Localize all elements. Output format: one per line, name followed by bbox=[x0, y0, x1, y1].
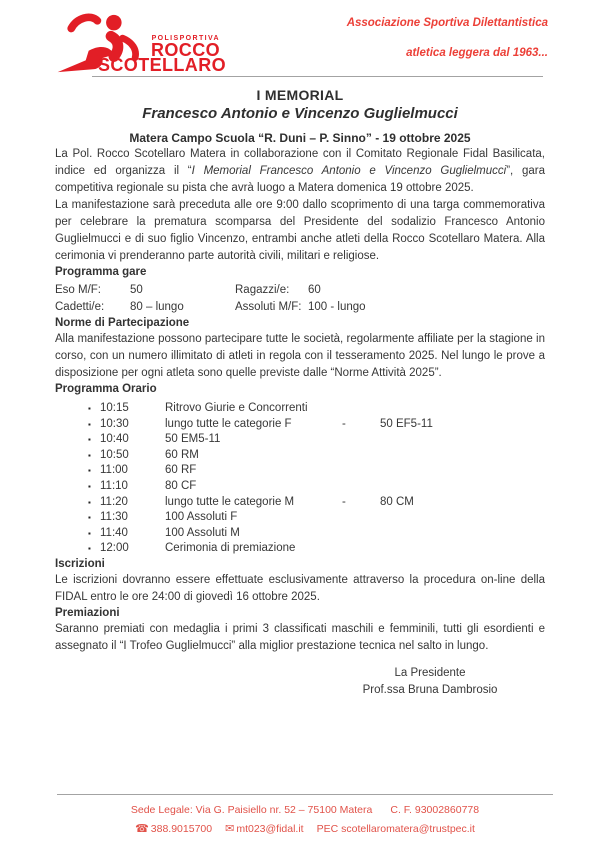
schedule-separator: - bbox=[342, 417, 346, 430]
header bbox=[0, 0, 600, 86]
schedule-list bbox=[55, 401, 545, 557]
legal-address: Sede Legale: Via G. Paisiello nr. 52 – 75100 Matera bbox=[130, 804, 373, 816]
schedule-time: 11:40 bbox=[100, 526, 128, 539]
intro-paragraph-1 bbox=[55, 146, 545, 197]
section-heading-premiazioni: Premiazioni bbox=[55, 606, 120, 619]
pec-address: scotellaromatera@trustpec.it bbox=[341, 823, 475, 835]
intro-p1-tail: ”, gara competitiva regionale su pista che avrà luogo a Matera domenica 19 ottobre 2025. bbox=[55, 165, 545, 194]
email-address: mt023@fidal.it bbox=[236, 823, 304, 835]
logo-rocco: ROCCO bbox=[151, 40, 220, 60]
schedule-event: Ritrovo Giurie e Concorrenti bbox=[165, 402, 308, 414]
header-divider bbox=[92, 76, 543, 77]
schedule-time: 12:00 bbox=[100, 542, 129, 555]
category-label: Cadetti/e: bbox=[55, 301, 105, 313]
table-row bbox=[55, 299, 545, 316]
schedule-row bbox=[55, 495, 545, 511]
envelope-icon: ✉ bbox=[225, 823, 235, 835]
signature-name: Prof.ssa Bruna Dambrosio bbox=[362, 683, 498, 696]
schedule-separator: - bbox=[342, 495, 346, 508]
event-title: I MEMORIAL bbox=[256, 87, 344, 103]
schedule-extra: 50 EF5-11 bbox=[380, 417, 433, 430]
footer-divider bbox=[57, 794, 553, 795]
logo-polisportiva: POLISPORTIVA bbox=[151, 35, 220, 42]
category-label: Ragazzi/e: bbox=[235, 284, 290, 296]
iscrizioni-paragraph: Le iscrizioni dovranno essere effettuate esclusivamente attraverso la procedura on-line della FIDAL entro le ore 24:00 di giovedì 16 ottobre 2025. bbox=[55, 573, 545, 603]
intro-paragraph-2: La manifestazione sarà preceduta alle ore 9:00 dallo scoprimento di una targa commemorativa per celebrare la prematura scomparsa del Presidente del sodalizio Francesco Antonio Guglielmucci e di suo figlio Vincenzo, entrambi anche atleti della Rocco Scotellaro Matera. Alla cerimonia vi prenderanno parte autorità civili, militari e religiose. bbox=[55, 199, 545, 262]
bullet-icon: ▪ bbox=[88, 544, 91, 554]
schedule-event: Cerimonia di premiazione bbox=[165, 542, 296, 555]
schedule-time: 11:30 bbox=[100, 511, 128, 524]
schedule-event: 60 RF bbox=[165, 464, 197, 477]
category-events: 60 bbox=[308, 284, 321, 296]
schedule-row bbox=[55, 417, 545, 433]
main-content bbox=[55, 86, 545, 699]
table-row bbox=[55, 282, 545, 299]
category-events: 80 – lungo bbox=[130, 301, 184, 313]
phone-icon: ☎ bbox=[135, 823, 149, 835]
intro-p1-memorial-name: I Memorial Francesco Antonio e Vincenzo Guglielmucci bbox=[191, 165, 507, 177]
schedule-event: 80 CF bbox=[165, 479, 197, 492]
schedule-extra: 80 CM bbox=[380, 495, 414, 508]
schedule-time: 11:10 bbox=[100, 479, 128, 492]
category-label: Assoluti M/F: bbox=[235, 301, 302, 313]
norme-paragraph: Alla manifestazione possono partecipare tutte le società, regolarmente affiliate per la stagione in corso, con un numero illimitato di atleti in regola con il tesseramento 2025. Nel lungo le prove a disposizione per ogni atleta sono quelle previste dalle “Norme Attività 2025”. bbox=[55, 333, 545, 379]
schedule-event: lungo tutte le categorie F bbox=[165, 417, 292, 430]
section-heading-norme: Norme di Partecipazione bbox=[55, 317, 190, 329]
signature-block bbox=[340, 665, 520, 699]
bullet-icon: ▪ bbox=[88, 481, 91, 491]
phone-number: 388.9015700 bbox=[150, 823, 213, 835]
section-heading-programma-gare: Programma gare bbox=[55, 266, 147, 278]
schedule-time: 11:00 bbox=[100, 464, 128, 477]
bullet-icon: ▪ bbox=[88, 513, 91, 523]
schedule-event: 100 Assoluti M bbox=[165, 526, 240, 539]
tagline-line1: Associazione Sportiva Dilettantistica bbox=[346, 17, 548, 29]
bullet-icon: ▪ bbox=[88, 528, 91, 538]
bullet-icon: ▪ bbox=[88, 435, 91, 445]
schedule-event: 60 RM bbox=[165, 448, 199, 461]
signature-role: La Presidente bbox=[394, 666, 466, 679]
event-subtitle: Francesco Antonio e Vincenzo Guglielmucci bbox=[142, 105, 458, 122]
schedule-row bbox=[55, 401, 545, 417]
title-block bbox=[55, 86, 545, 146]
footer bbox=[57, 794, 553, 839]
schedule-event: 50 EM5-11 bbox=[165, 433, 221, 446]
schedule-event: 100 Assoluti F bbox=[165, 511, 238, 524]
premiazioni-paragraph: Saranno premiati con medaglia i primi 3 classificati maschili e femminili, tutti gli esordienti e assegnato il “I Trofeo Guglielmucci” alla miglior prestazione tecnica nel salto in lungo. bbox=[55, 622, 545, 652]
schedule-row bbox=[55, 510, 545, 526]
bullet-icon: ▪ bbox=[88, 404, 91, 413]
footer-address-line bbox=[57, 801, 553, 820]
schedule-time: 10:15 bbox=[100, 402, 129, 414]
schedule-row bbox=[55, 541, 545, 557]
schedule-time: 10:50 bbox=[100, 448, 129, 461]
category-events: 100 - lungo bbox=[308, 301, 366, 313]
bullet-icon: ▪ bbox=[88, 450, 91, 460]
pec-label: PEC bbox=[316, 823, 339, 835]
schedule-row bbox=[55, 526, 545, 542]
schedule-row bbox=[55, 479, 545, 495]
schedule-row bbox=[55, 432, 545, 448]
schedule-time: 11:20 bbox=[100, 495, 128, 508]
bullet-icon: ▪ bbox=[88, 497, 91, 507]
logo-scotellaro: SCOTELLARO bbox=[98, 55, 226, 75]
schedule-time: 10:40 bbox=[100, 433, 129, 446]
footer-contacts-line bbox=[57, 820, 553, 839]
category-events: 50 bbox=[130, 284, 143, 296]
schedule-event: lungo tutte le categorie M bbox=[165, 495, 295, 508]
association-tagline bbox=[347, 8, 548, 68]
schedule-row bbox=[55, 463, 545, 479]
tagline-line2: atletica leggera dal 1963... bbox=[406, 47, 548, 59]
section-heading-orario: Programma Orario bbox=[55, 383, 157, 395]
intro-p1-text: La Pol. Rocco Scotellaro Matera in collaborazione con il Comitato Regionale Fidal Basilicata, indice ed organizza il “ bbox=[55, 148, 545, 177]
races-table bbox=[55, 282, 545, 316]
bullet-icon: ▪ bbox=[88, 466, 91, 476]
category-label: Eso M/F: bbox=[55, 284, 102, 296]
logo-text bbox=[98, 34, 226, 75]
section-heading-iscrizioni: Iscrizioni bbox=[55, 557, 105, 570]
fiscal-code: C. F. 93002860778 bbox=[390, 804, 480, 816]
event-location-date: Matera Campo Scuola “R. Duni – P. Sinno” - 19 ottobre 2025 bbox=[129, 131, 471, 145]
schedule-row bbox=[55, 448, 545, 464]
bullet-icon: ▪ bbox=[88, 419, 91, 429]
schedule-time: 10:30 bbox=[100, 417, 129, 430]
